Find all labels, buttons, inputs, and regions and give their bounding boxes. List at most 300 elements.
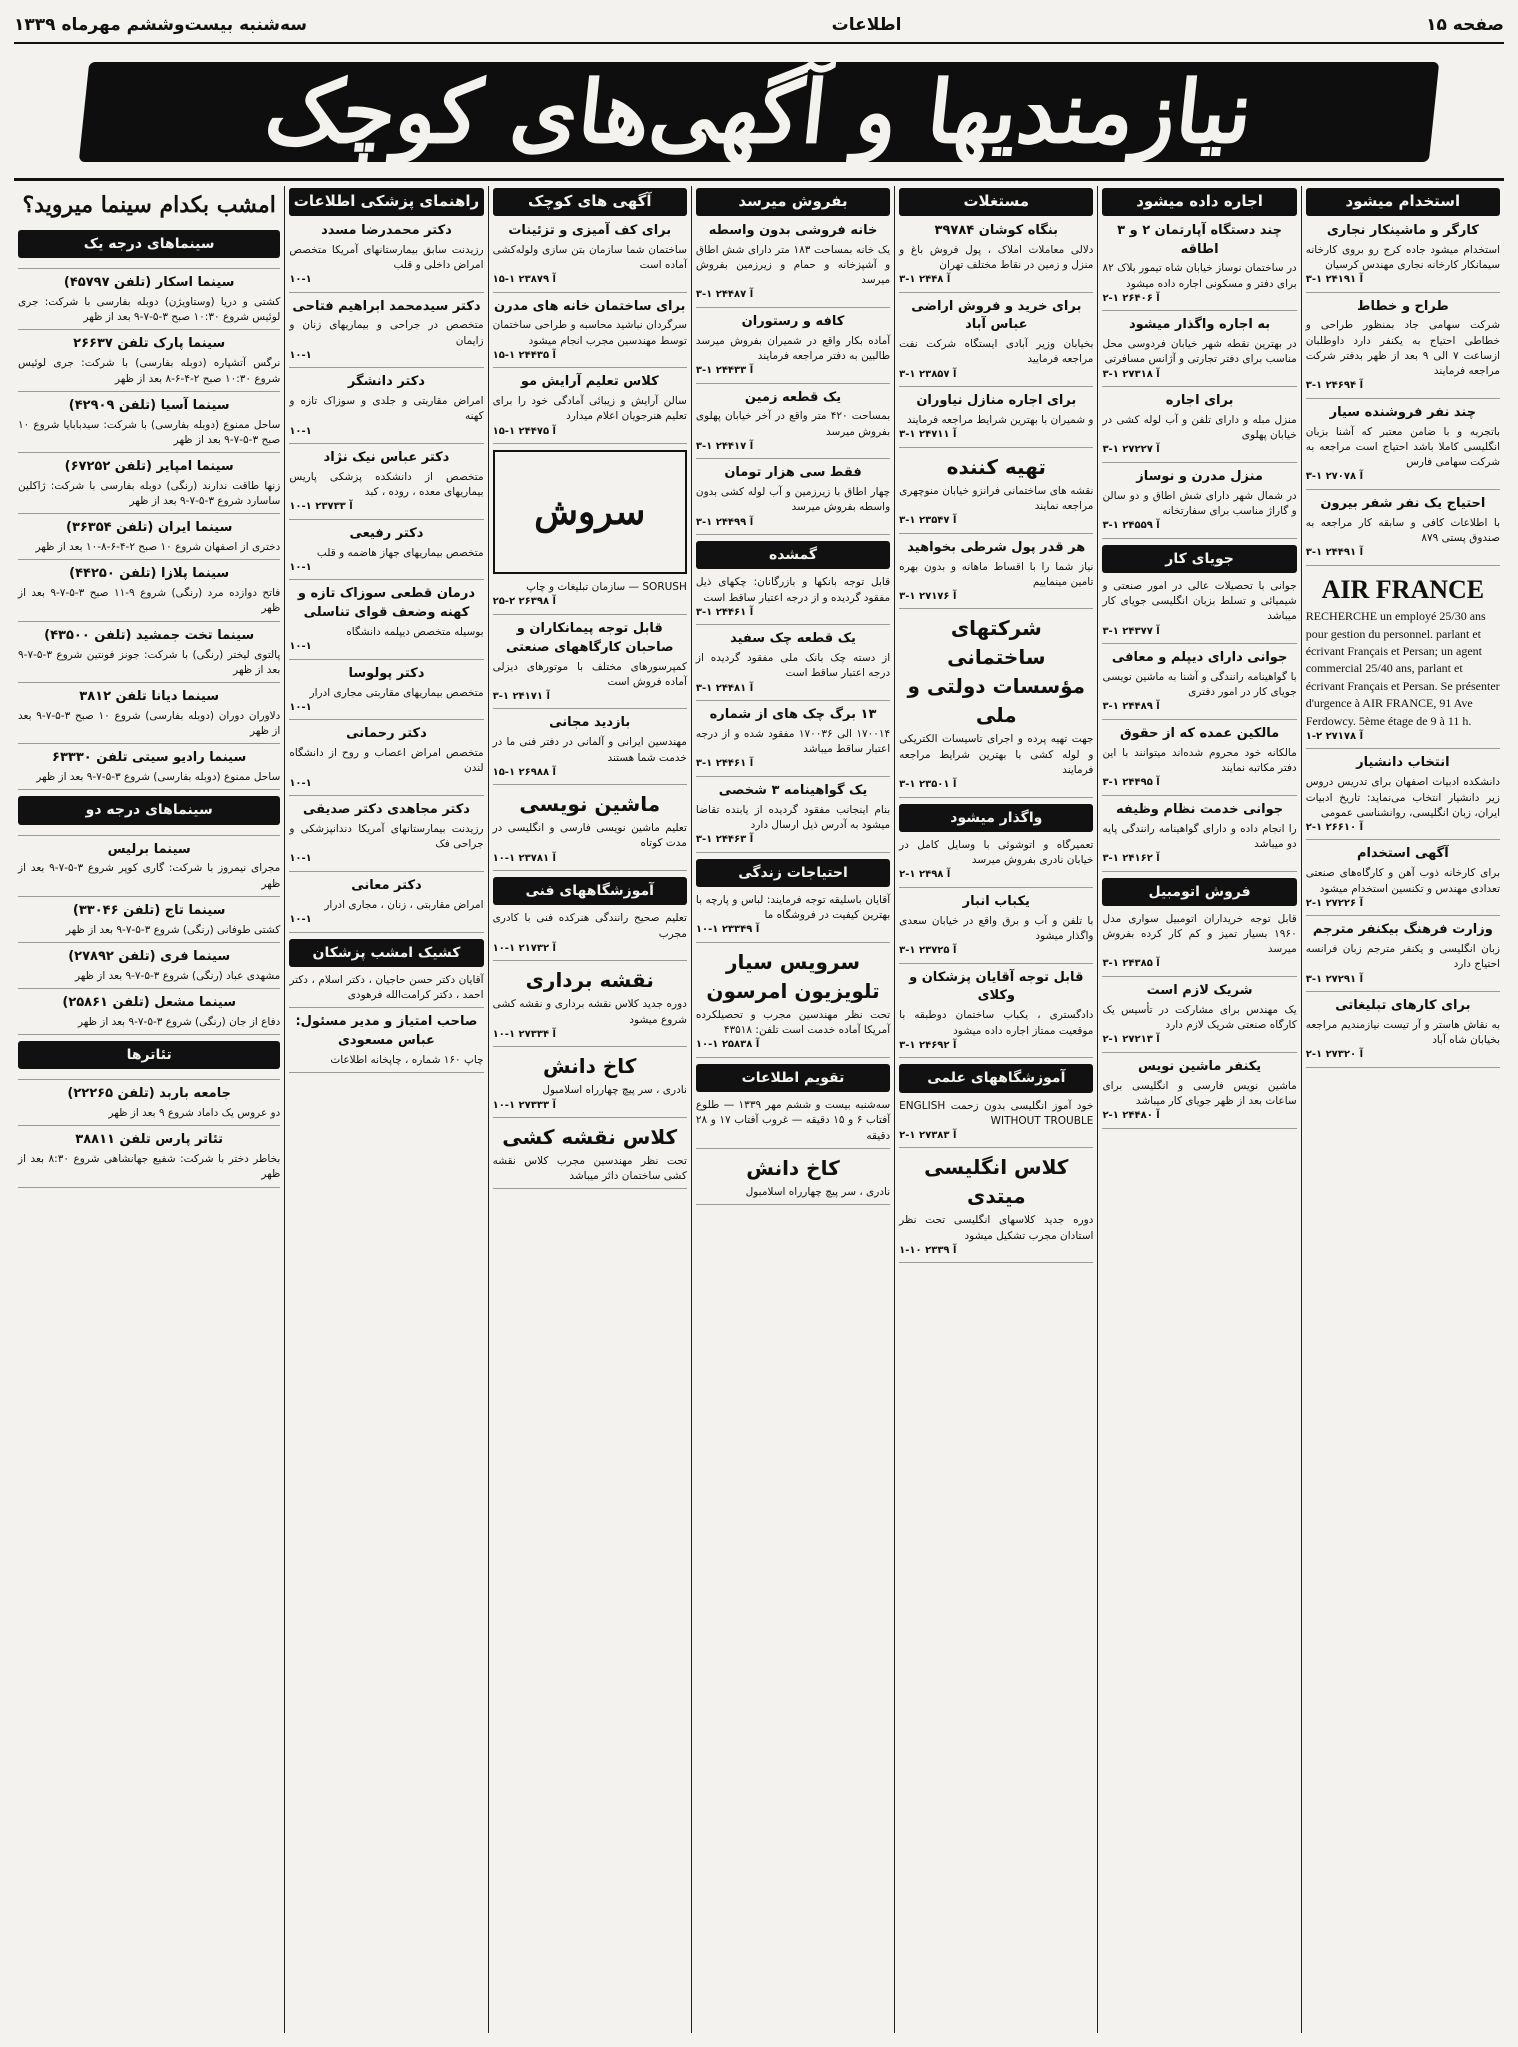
ad-code: ۲۵-۲ آ ۲۶۳۹۸: [492, 596, 556, 608]
ad-title: به اجاره واگذار میشود: [1128, 317, 1271, 333]
ad-body: نرگس آتشپاره (دوبله بفارسی) با شرکت: جری لوئیس شروع ۱۰:۳۰ صبح ۲-۴-۶-۸ بعد از ظهر: [18, 357, 281, 385]
classified-ad: [1102, 545, 1296, 644]
ad-code: ۳-۱ آ ۲۴۴۹۱: [1305, 547, 1364, 559]
ad-code: ۱۰-۱ آ ۲۷۳۳۴: [492, 1028, 556, 1040]
classified-ad: [18, 796, 280, 835]
ad-code: ۲-۱ آ ۲۷۳۸۳: [899, 1129, 957, 1141]
classified-ad: [289, 725, 483, 796]
classified-ad: [493, 450, 687, 615]
ad-code: ۲-۱ آ ۲۶۴۰۶: [1102, 292, 1160, 304]
ad-title: قابل توجه پیمانکاران و صاحبان کارگاههای صنعتی: [505, 620, 674, 655]
ad-title: سینما اسکار (تلفن ۴۵۷۹۷): [63, 275, 235, 291]
ad-body: پالتوی لیختر (رنگی) با شرکت: جونز فونتین شروع ۳-۵-۷-۹ بعد از ظهر: [18, 648, 281, 676]
ad-title: یک قطعه چک سفید: [730, 631, 856, 647]
ad-title: دکتر رفیعی: [349, 525, 424, 541]
ad-body: چهار اطاق با زیرزمین و آب لوله کشی بدون واسطه بفروش میرسد: [695, 486, 891, 514]
ad-code: ۳-۱ آ ۲۴۱۷۱: [492, 690, 550, 702]
ad-code: ۲-۱ آ ۲۴۴۸۰: [1102, 1110, 1160, 1122]
ad-title: دکتر محمدرضا مسدد: [321, 222, 452, 238]
classified-ad: [493, 1123, 687, 1189]
ad-title: ماشین نویسی: [519, 792, 661, 817]
ad-body: دلالی معاملات املاک ، پول فروش باغ و منزل و زمین در نقاط مختلف تهران: [899, 243, 1094, 271]
ad-title: برای اجاره: [1165, 393, 1234, 409]
ad-body: آقایان باسلیقه توجه فرمایند: لباس و پارچه با بهترین کیفیت در فروشگاه ما: [695, 893, 891, 922]
ad-body: مجرای نیمروز با شرکت: گاری کوپر شروع ۳-۵-۷-۹ بعد از ظهر: [18, 862, 281, 890]
ad-body: تحت نظر مهندسین مجرب کلاس نقشه کشی ساختمان دائر میباشد: [492, 1155, 687, 1183]
ad-title: جوانی دارای دیپلم و معافی: [1111, 650, 1288, 666]
section-banner: تئاترها: [18, 1041, 280, 1069]
column-heading: آگهی های کوچک: [493, 188, 687, 216]
ad-title: طراح و خطاط: [1357, 298, 1449, 314]
classified-ad: [899, 298, 1093, 388]
ad-code: ۱۵-۱ آ ۲۴۴۷۵: [492, 425, 556, 437]
ad-title: فقط سی هزار تومان: [724, 465, 862, 481]
ad-body: دو عروس یک داماد شروع ۹ بعد از ظهر: [108, 1107, 281, 1120]
ad-body: مالکانه خود محروم شده‌اند میتوانند با این دفتر مکاتبه نمایند: [1102, 746, 1297, 775]
ad-body: نیاز شما را با اقساط ماهانه و بدون بهره تامین مینماییم: [899, 560, 1094, 588]
ad-body: امراض مقاربتی ، زنان ، مجاری ادرار: [324, 898, 484, 911]
ad-body: قابل توجه بانکها و بازرگانان: چکهای ذیل مفقود گردیده و از درجه اعتبار ساقط است: [695, 576, 891, 604]
classified-ad: [1306, 754, 1500, 840]
ad-body: SORUSH — سازمان تبلیغات و چاپ: [526, 581, 687, 594]
ad-code: ۳-۱ آ ۲۳۵۰۱: [899, 779, 957, 791]
ad-body: را انجام داده و دارای گواهینامه رانندگی پایه دو میباشد: [1102, 822, 1297, 850]
ad-body: دوره جدید کلاس نقشه برداری و نقشه کشی شروع میشود: [492, 998, 687, 1026]
ad-title: تهیه کننده: [946, 454, 1046, 479]
ad-body: بخیابان وزیر آبادی ایستگاه شرکت نفت مراجعه فرمایید: [899, 338, 1094, 366]
header-rule: [14, 178, 1504, 181]
ad-body: به نقاش هاستر و آر تیست نیازمندیم مراجعه بخیابان شاه آباد: [1305, 1018, 1500, 1047]
ad-body: کشتی طوفانی (رنگی) شروع ۳-۵-۷-۹ بعد از ظهر: [65, 923, 281, 936]
classified-ad: [899, 804, 1093, 888]
column-heading: راهنمای پزشکی اطلاعات: [289, 188, 483, 216]
ad-code: ۳-۱ آ ۲۴۴۶۱: [695, 606, 754, 618]
section-banner: واگذار میشود: [899, 804, 1093, 832]
ad-code: ۱۵-۱ آ ۲۴۴۳۵: [492, 349, 556, 361]
ad-body: ۱۷۰۰۱۴ الی ۱۷۰۰۳۶ مفقود شده و از درجه اعتبار ساقط میباشد: [695, 727, 891, 756]
classified-ad: [493, 714, 687, 785]
ad-body: شرکت سهامی جاد بمنظور طراحی و خطاطی احتیاج به یکنفر دارد داوطلبان ازساعت ۷ الی ۹ بعد از ظهر بدفتر شرکت مراجعه فرمایند: [1305, 319, 1500, 378]
ad-body: جهت تهیه پرده و اجرای تاسیسات الکتریکی و لوله کشی با بهترین شرایط مراجعه فرمایند: [899, 733, 1094, 776]
classified-ad: [493, 1052, 687, 1118]
ad-code: ۲-۱ آ ۲۶۶۱۰: [1305, 821, 1364, 833]
classified-ad: [696, 1154, 890, 1205]
classified-ad: [493, 790, 687, 871]
ad-code: ۳-۱ آ ۲۴۴۸: [899, 274, 951, 286]
classified-ad: [493, 222, 687, 293]
classified-ad: [1102, 878, 1296, 977]
classified-ad: [1102, 316, 1296, 387]
ad-body: دادگستری ، یکباب ساختمان دوطبقه با موقعیت ممتاز اجاره داده میشود: [899, 1009, 1094, 1037]
ad-code: ۱۰-۱: [289, 853, 312, 865]
ad-title: دکتر دانشگر: [347, 374, 425, 390]
classified-ad: [1102, 222, 1296, 312]
classified-ad: [696, 464, 890, 535]
ad-title: ۱۳ برگ چک های از شماره: [709, 707, 877, 723]
ad-body: ساحل ممنوع (دوبله بفارسی) شروع ۳-۵-۷-۹ بعد از ظهر: [36, 771, 281, 784]
column-3: [894, 186, 1097, 2033]
ad-body: با گواهینامه رانندگی و آشنا به ماشین نویسی جویای کار در امور دفتری: [1102, 671, 1297, 699]
classified-ad: [289, 939, 483, 1009]
classified-ad: [493, 620, 687, 710]
ad-body: نقشه های ساختمانی فرانزو خیابان منوچهری مراجعه نمایند: [899, 484, 1094, 512]
ad-title: آگهی استخدام: [1357, 846, 1449, 862]
ad-body: بنام اینجانب مفقود گردیده از یابنده تقاضا میشود به آدرس ذیل ارسال دارد: [695, 803, 891, 831]
ad-title: AIR FRANCE: [1321, 574, 1485, 604]
ad-title: درمان قطعی سوزاک تازه و کهنه وضعف قوای تناسلی: [297, 586, 476, 621]
ad-code: ۱۰-۱ آ ۲۱۷۳۲: [492, 942, 556, 954]
ad-body: با تلفن و آب و برق واقع در خیابان سعدی واگذار میشود: [899, 914, 1094, 942]
ad-code: ۱۰-۱ آ ۲۷۳۳۳: [492, 1099, 556, 1111]
ad-title: شریک لازم است: [1146, 982, 1253, 998]
masthead-banner: نیازمندیها و آگهی‌های کوچک: [79, 62, 1440, 162]
ad-body: خود آموز انگلیسی بدون زحمت ENGLISH WITHOUT TROUBLE: [899, 1099, 1094, 1127]
column-1: [1301, 186, 1504, 2033]
ad-title: برای ساختمان خانه های مدرن: [494, 298, 686, 314]
ad-code: ۲-۱ آ ۲۷۳۲۰: [1305, 1049, 1364, 1061]
page-number: صفحه ۱۵: [1426, 15, 1504, 35]
ad-code: ۱-۲ آ ۲۷۱۷۸: [1305, 730, 1364, 742]
ad-body: استخدام میشود جاده کرج رو بروی کارخانه سیمانکار کارخانه نجاری مهندس کرسیان: [1305, 243, 1500, 271]
ad-title: دکتر رحمانی: [346, 726, 427, 742]
ad-body: در بهترین نقطه شهر خیابان فردوسی محل مناسب برای دفتر تجارتی و آژانس مسافرتی: [1102, 338, 1297, 366]
section-banner: جویای کار: [1102, 545, 1296, 573]
ad-title: صاحب امتیاز و مدیر مسئول: عباس مسعودی: [295, 1014, 478, 1049]
ad-code: ۳-۱ آ ۲۴۴۸۱: [695, 682, 754, 694]
classified-ad: [493, 298, 687, 369]
page-header: [14, 8, 1504, 44]
ad-code: ۳-۱ آ ۲۴۱۶۲: [1102, 853, 1160, 865]
ad-code: ۱۰-۱ آ ۲۵۸۳۸: [695, 1039, 760, 1051]
ad-body: دانشکده ادبیات اصفهان برای تدریس دروس زیر دانشیار انتخاب می‌نماید: تاریخ ادبیات ایران، زبان انگلیسی، روانشناسی عمومی: [1305, 776, 1500, 819]
column-7: [14, 186, 284, 2033]
classified-ad: [493, 877, 687, 961]
classified-ad: [696, 313, 890, 384]
ad-body: سه‌شنبه بیست و ششم مهر ۱۳۳۹ — طلوع آفتاب ۶ و ۱۵ دقیقه — غروب آفتاب ۱۷ و ۲۸ دقیقه: [695, 1099, 891, 1142]
section-banner: تقویم اطلاعات: [696, 1064, 890, 1092]
classified-ad: [18, 519, 280, 560]
ad-title: یکنفر ماشین نویس: [1137, 1058, 1262, 1074]
ad-title: هر قدر پول شرطی بخواهید: [907, 539, 1086, 555]
ad-code: ۳-۱ آ ۲۴۳۸۵: [1102, 958, 1160, 970]
ad-code: ۳-۱ آ ۲۴۴۸۹: [1102, 701, 1160, 713]
classified-ad: [899, 453, 1093, 534]
ad-title: سینما آسیا (تلفن ۴۲۹۰۹): [68, 397, 230, 413]
ad-code: ۳-۱ آ ۲۷۰۷۸: [1305, 471, 1364, 483]
section-banner: آموزشگاههای علمی: [899, 1064, 1093, 1092]
ad-body: باتجربه و با ضامن معتبر که آشنا بزبان انگلیسی کاملا باشد احتیاج است مراجعه به شرکت سهامی فارس: [1305, 425, 1500, 469]
ad-code: ۱۰-۱: [289, 425, 312, 437]
ad-code: ۳-۱ آ ۲۷۲۲۷: [1102, 444, 1160, 456]
ad-code: ۳-۱ آ ۲۳۸۵۷: [899, 368, 957, 380]
ad-title: یک گواهینامه ۳ شخصی: [718, 782, 868, 798]
ad-code: ۱۰-۱ آ ۲۳۷۸۱: [492, 852, 556, 864]
classified-ad: [289, 373, 483, 444]
column-heading: بفروش میرسد: [696, 188, 890, 216]
ad-code: ۳-۱ آ ۲۴۴۶۳: [695, 834, 754, 846]
ad-body: دوره جدید کلاسهای انگلیسی تحت نظر استادان مجرب تشکیل میشود: [899, 1214, 1094, 1242]
classified-ad: [696, 706, 890, 777]
ad-title: برای اجاره منازل نیاوران: [916, 393, 1077, 409]
ad-title: مالکین عمده که از حقوق: [1120, 725, 1280, 741]
ad-title: قابل توجه آقایان پزشکان و وکلای: [909, 969, 1084, 1004]
ad-body: ماشین نویس فارسی و انگلیسی برای ساعات بعد از ظهر جویای کار میباشد: [1102, 1079, 1297, 1107]
ad-title: سینما برلیس: [107, 841, 191, 857]
ad-title: منزل مدرن و نوساز: [1136, 468, 1263, 484]
classified-ad: [696, 948, 890, 1058]
ad-title: چند نفر فروشنده سیار: [1329, 404, 1477, 420]
classified-ad: [899, 893, 1093, 964]
ad-title: بنگاه کوشان ۳۹۷۸۴: [934, 222, 1059, 238]
classified-ad: [1102, 1058, 1296, 1129]
classified-ad: [18, 994, 280, 1035]
ad-code: ۱۵-۱ آ ۲۳۸۷۹: [492, 274, 556, 286]
classified-ad: [18, 1085, 280, 1126]
ad-title: سینما پارک تلفن ۲۶۶۳۷: [73, 336, 226, 352]
section-banner: احتیاجات زندگی: [696, 859, 890, 887]
classified-ad: [1306, 404, 1500, 490]
ad-code: ۳-۱ آ ۲۷۳۱۸: [1102, 368, 1160, 380]
classified-ad: [289, 1013, 483, 1073]
classified-ad: [18, 397, 280, 453]
ad-title: دکتر معانی: [351, 877, 422, 893]
classified-ad: [18, 749, 280, 790]
issue-date: سه‌شنبه بیست‌وششم مهرماه ۱۳۳۹: [14, 15, 308, 35]
classified-ad: [899, 1153, 1093, 1263]
ad-body: منزل مبله و دارای تلفن و آب لوله کشی در خیابان پهلوی: [1102, 414, 1297, 442]
ad-body: رزیدنت بیمارستانهای آمریکا دندانپزشکی و جراحی فک: [289, 823, 484, 851]
ad-body: برای کارخانه ذوب آهن و کارگاه‌های صنعتی تعدادی مهندس و تکنسین استخدام میشود: [1305, 867, 1500, 895]
ad-code: ۳-۱ آ ۲۴۴۹۹: [695, 516, 754, 528]
ad-title: سینما دیانا تلفن ۳۸۱۲: [79, 688, 220, 704]
ad-title: کارگر و ماشینکار نجاری: [1326, 222, 1479, 238]
column-5: [488, 186, 691, 2033]
classified-ad: [1102, 982, 1296, 1053]
column-4: [691, 186, 894, 2033]
ad-code: ۳-۱ آ ۲۴۱۹۱: [1305, 274, 1364, 286]
ad-code: ۱۰-۱: [289, 561, 312, 573]
ad-title: کافه و رستوران: [741, 313, 845, 329]
ad-title: دکتر مجاهدی دکتر صدیقی: [302, 802, 470, 818]
classified-ad: [1102, 725, 1296, 796]
classified-ad: [18, 1041, 280, 1080]
ad-body: یک خانه بمساحت ۱۸۳ متر دارای شش اطاق و آشپزخانه و حمام و زیرزمین بفروش میرسد: [695, 243, 891, 287]
ad-title: سینما تاج (تلفن ۳۳۰۴۶): [72, 902, 226, 918]
ad-body: مشهدی عباد (رنگی) شروع ۳-۵-۷-۹ بعد از ظهر: [74, 969, 281, 982]
ad-title: سرویس سیار تلویزیون امرسون: [706, 949, 880, 1003]
ad-body: متخصص امراض اعصاب و روح از دانشگاه لندن: [289, 747, 484, 775]
ad-code: ۱۰-۱: [289, 701, 312, 713]
ad-body: مهندسین ایرانی و آلمانی در دفتر فنی ما در خدمت شما هستند: [492, 736, 687, 764]
ad-body: قابل توجه خریداران اتومبیل سواری مدل ۱۹۶۰ بسیار تمیز و کم کار کرده بفروش میرسد: [1102, 912, 1297, 956]
classified-ad: [18, 335, 280, 391]
classified-ad: [899, 969, 1093, 1059]
ad-title: سینما پلازا (تلفن ۴۴۲۵۰): [69, 566, 230, 582]
classified-ad: [493, 373, 687, 444]
ad-title: سینما رادیو سیتی تلفن ۶۳۳۳۰: [52, 750, 247, 766]
classified-ad: [1102, 801, 1296, 872]
ad-body: تعمیرگاه و اتوشوئی با وسایل کامل در خیابان نادری بفروش میرسد: [899, 838, 1094, 867]
classified-ad: [18, 948, 280, 989]
classified-ad: [1306, 921, 1500, 992]
ad-title: برای خرید و فروش اراضی عباس آباد: [911, 298, 1082, 333]
ad-body: زنها طاقت ندارند (رنگی) دوبله بفارسی با شرکت: ژاکلین ساسارد شروع ۳-۵-۷-۹ بعد از ظهر: [18, 479, 281, 508]
classified-ad: [899, 392, 1093, 448]
ad-body: تعلیم صحیح رانندگی هنرکده فنی با کادری مجرب: [492, 912, 687, 940]
ad-code: ۳-۱ آ ۲۴۴۱۷: [695, 440, 754, 452]
ad-code: ۱۰-۱ آ ۲۳۷۳۳: [289, 501, 353, 513]
column-heading: مستغلات: [899, 188, 1093, 216]
classified-ad: [18, 902, 280, 943]
ad-code: ۳-۱ آ ۲۴۴۳۳: [695, 365, 754, 377]
classified-ad: [899, 614, 1093, 797]
classified-ad: [1102, 392, 1296, 463]
classified-ad: [18, 458, 280, 514]
ad-code: ۳-۱ آ ۲۳۵۴۷: [899, 515, 957, 527]
classified-ad: [696, 222, 890, 308]
ad-body: از دسته چک بانک ملی مفقود گردیده از درجه اعتبار ساقط است: [695, 652, 891, 680]
ad-body: چاپ ۱۶۰ شماره ، چاپخانه اطلاعات: [330, 1053, 484, 1066]
ad-body: و شمیران با بهترین شرایط مراجعه فرمایند: [906, 414, 1094, 426]
ad-body: دفاع از جان (رنگی) شروع ۳-۵-۷-۹ بعد از ظهر: [77, 1015, 281, 1028]
classified-ad: [1306, 495, 1500, 566]
ad-body: در شمال شهر دارای شش اطاق و دو سالن و گاراژ مناسب برای سفارتخانه: [1102, 489, 1297, 517]
classified-ad: [1306, 571, 1500, 750]
ad-title: یکباب انبار: [962, 893, 1030, 909]
ad-title: سینما ایران (تلفن ۳۶۳۵۴): [65, 520, 233, 536]
classified-ad: [696, 389, 890, 460]
section-banner: گمشده: [696, 541, 890, 569]
ad-body: کمپرسورهای مختلف با موتورهای دیزلی آماده فروش است: [492, 660, 687, 688]
column-heading: استخدام میشود: [1306, 188, 1500, 216]
section-banner: سینماهای درجه یک: [18, 230, 280, 258]
ad-title: یک قطعه زمین: [744, 389, 842, 405]
classified-columns: [14, 186, 1504, 2033]
ad-body: جوانی با تحصیلات عالی در امور صنعتی و شیمیائی و تسلط بزبان انگلیسی جویای کار میباشد: [1102, 580, 1297, 623]
ad-title: خانه فروشی بدون واسطه: [708, 222, 878, 238]
ad-body: سالن آرایش و زیبائی آمادگی خود را برای تعلیم هنرجویان اعلام میدارد: [492, 395, 687, 423]
classified-ad: [493, 966, 687, 1047]
classified-ad: [18, 1131, 280, 1187]
ad-body: آماده بکار واقع در شمیران بفروش میرسد طالبین به دفتر مراجعه فرمایند: [695, 334, 891, 362]
ad-title: جامعه باربد (تلفن ۲۲۲۶۵): [67, 1086, 231, 1102]
classified-ad: [1306, 298, 1500, 399]
classified-ad: [18, 230, 280, 269]
ad-title: بازدید مجانی: [549, 715, 631, 731]
ad-code: ۳-۱ آ ۲۴۴۶۱: [695, 758, 754, 770]
ad-code: ۳-۱ آ ۲۷۱۷۶: [899, 590, 957, 602]
ad-body: تحت نظر مهندسین مجرب و تحصیلکرده آمریکا آماده خدمت است تلفن: ۴۳۵۱۸: [695, 1008, 891, 1037]
section-banner: کشیک امشب پزشکان: [289, 939, 483, 967]
ad-code: ۱۰-۱ آ ۲۳۳۴۹: [695, 924, 760, 936]
classified-ad: [696, 782, 890, 853]
ad-code: ۳-۱ آ ۲۷۲۹۱: [1305, 973, 1364, 985]
ad-title: دکتر پولوسا: [348, 665, 425, 681]
classified-ad: [18, 565, 280, 621]
ad-body: متخصص بیماریهای جهاز هاضمه و قلب: [316, 546, 484, 559]
ad-body: ساختمان شما سازمان بتن سازی ولوله‌کشی آماده است: [492, 243, 687, 271]
ad-title: کلاس تعلیم آرایش مو: [520, 374, 659, 390]
ad-body: بمساحت ۴۲۰ متر واقع در آخر خیابان پهلوی بفروش میرسد: [695, 410, 891, 438]
ad-title: برای کف آمیزی و تزئینات: [508, 222, 672, 238]
ad-code: ۱-۱۰ آ ۲۳۳۹: [899, 1244, 957, 1256]
section-banner: سینماهای درجه دو: [18, 796, 280, 824]
ad-title: سینما مشعل (تلفن ۲۵۸۶۱): [62, 994, 236, 1010]
ad-code: ۱۵-۱ آ ۲۶۹۸۸: [492, 766, 556, 778]
logo-persian-text: سروش: [534, 491, 646, 533]
ad-body: متخصص در جراحی و بیماریهای زنان و زایمان: [289, 319, 484, 347]
ad-code: ۲-۱ آ ۲۴۹۸: [899, 869, 951, 881]
section-banner: فروش اتومبیل: [1102, 878, 1296, 906]
classified-ad: [1306, 845, 1500, 916]
classified-ad: [289, 525, 483, 581]
ad-code: ۲-۱ آ ۲۷۲۱۳: [1102, 1034, 1160, 1046]
ad-body: RECHERCHE un employé 25/30 ans pour gestion du personnel. parlant et écrivant Français et Persan; un agent commercial 25/40 ans, parlant et écrivant Français et Persan. Se présenter d'urgence à AIR FRANCE, 91 Ave Ferdowcy. 5ème étage de 9 à 11 h.: [1305, 609, 1500, 728]
ad-code: ۳-۱ آ ۲۴۴۹۵: [1102, 777, 1160, 789]
classified-ad: [696, 859, 890, 943]
classified-ad: [289, 449, 483, 520]
classified-ad: [18, 274, 280, 330]
ad-title: کلاس نقشه کشی: [502, 1125, 678, 1150]
ad-body: متخصص از دانشکده پزشکی پاریس بیماریهای معده ، روده ، کبد: [289, 470, 484, 499]
ad-title: برای کارهای تبلیغاتی: [1335, 998, 1471, 1014]
ad-code: ۳-۱ آ ۲۴۶۹۲: [899, 1039, 957, 1051]
classified-ad: [1102, 649, 1296, 720]
ad-title: تئاتر پارس تلفن ۳۸۸۱۱: [75, 1132, 224, 1148]
ad-body: نادری ، سر پیچ چهارراه اسلامبول: [542, 1084, 687, 1097]
ad-code: ۳-۱ آ ۲۴۴۸۷: [695, 289, 754, 301]
ad-body: رزیدنت سابق بیمارستانهای آمریکا متخصص امراض داخلی و قلب: [289, 243, 484, 271]
ad-title: نقشه برداری: [525, 968, 654, 993]
ad-body: نادری ، سر پیچ چهارراه اسلامبول: [745, 1185, 891, 1198]
ad-title: کلاس انگلیسی میتدی: [924, 1155, 1069, 1209]
classified-ad: [696, 541, 890, 625]
classified-ad: [1306, 997, 1500, 1068]
classified-ad: [289, 877, 483, 933]
classified-ad: [899, 222, 1093, 293]
sorush-logo: [493, 450, 687, 574]
ad-code: ۳-۱ آ ۲۳۷۲۵: [899, 945, 957, 957]
classified-ad: [1102, 468, 1296, 539]
classified-ad: [289, 585, 483, 659]
ad-body: یک مهندس برای مشارکت در تأسیس یک کارگاه صنعتی شریک لازم دارد: [1102, 1003, 1297, 1032]
ad-title: سینما امپایر (تلفن ۶۷۲۵۲): [64, 459, 234, 475]
classified-ad: [289, 665, 483, 721]
ad-code: ۱۰-۱: [289, 914, 312, 926]
ad-body: دلاوران دوران (دوبله بفارسی) شروع ۱۰ صبح ۳-۵-۷-۹ بعد از ظهر: [18, 709, 281, 737]
classified-ad: [899, 539, 1093, 610]
newspaper-name: اطلاعات: [831, 15, 902, 35]
ad-title: دکتر عباس نیک نژاد: [323, 450, 450, 466]
classified-ad: [1306, 222, 1500, 293]
ad-code: ۱۰-۱: [289, 349, 312, 361]
ad-title: چند دستگاه آپارتمان ۲ و ۳ اطاقه: [1117, 222, 1283, 257]
classified-ad: [696, 1064, 890, 1149]
classified-ad: [696, 630, 890, 701]
classified-ad: [18, 841, 280, 897]
ad-title: کاخ دانش: [543, 1054, 637, 1079]
ad-body: کشتی و دریا (وستاویژن) دوبله بفارسی با شرکت: جری لوئیس شروع ۱۰:۳۰ صبح ۳-۵-۷-۹ بعد از ظهر: [18, 296, 281, 324]
ad-code: ۳-۱ آ ۲۴۵۵۹: [1102, 520, 1160, 532]
classified-ad: [289, 222, 483, 293]
ad-body: با اطلاعات کافی و سابقه کار مراجعه به صندوق پستی ۸۷۹: [1305, 516, 1500, 544]
ad-title: انتخاب دانشیار: [1356, 755, 1450, 771]
classified-ad: [289, 801, 483, 872]
ad-body: بخاطر دختر با شرکت: شفیع جهانشاهی شروع ۸:۳۰ بعد از ظهر: [18, 1153, 281, 1181]
ad-title: دکتر سیدمحمد ابراهیم فتاحی: [292, 298, 481, 314]
column-2: [1097, 186, 1300, 2033]
ad-code: ۳-۱ آ ۲۴۳۷۷: [1102, 625, 1160, 637]
